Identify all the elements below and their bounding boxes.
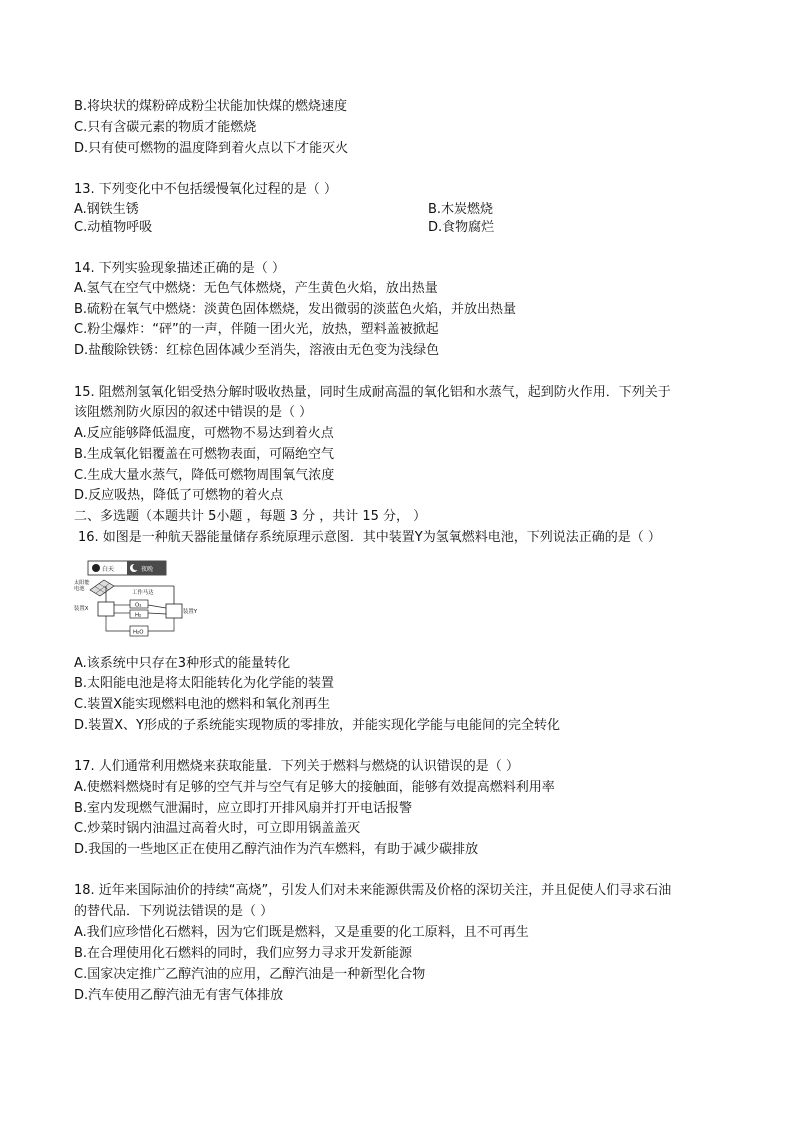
q17-option-d: D.我国的一些地区正在使用乙醇汽油作为汽车燃料，有助于减少碳排放 [74,842,479,857]
q17-option-c: C.炒菜时锅内油温过高着火时，可立即用锅盖盖灭 [74,821,361,836]
q13-option-c: C.动植物呼吸 [74,220,153,235]
device-y-box [166,604,182,618]
solar-label-2: 电池 [74,586,85,592]
q12-option-d: D.只有使可燃物的温度降到着火点以下才能灭火 [74,141,349,156]
q15-option-d: D.反应吸热，降低了可燃物的着火点 [74,488,284,503]
q14-option-a: A.氢气在空气中燃烧：无色气体燃烧，产生黄色火焰，放出热量 [74,281,438,296]
q13-stem: 13. 下列变化中不包括缓慢氧化过程的是（ ） [74,182,337,197]
day-label: 白天 [102,566,115,573]
q15-option-b: B.生成氧化铝覆盖在可燃物表面，可隔绝空气 [74,447,335,462]
q18-option-c: C.国家决定推广乙醇汽油的应用，乙醇汽油是一种新型化合物 [74,967,426,982]
q13-option-d: D.食物腐烂 [428,220,495,235]
energy-storage-diagram [74,560,198,642]
solar-panel-icon [90,580,114,596]
q18-option-d: D.汽车使用乙醇汽油无有害气体排放 [74,988,284,1003]
q13-option-a: A.钢铁生锈 [74,202,139,217]
section2-heading: 二、多选题（本题共计 5小题 ，每题 3 分 ，共计 15 分， ） [74,509,427,524]
q14-stem: 14. 下列实验现象描述正确的是（ ） [74,261,285,276]
q18-option-b: B.在合理使用化石燃料的同时，我们应努力寻求开发新能源 [74,946,413,961]
q15-option-c: C.生成大量水蒸气，降低可燃物周围氧气浓度 [74,468,335,483]
q16-option-b: B.太阳能电池是将太阳能转化为化学能的装置 [74,676,335,691]
q14-option-b: B.硫粉在氧气中燃烧：淡黄色固体燃烧，发出微弱的淡蓝色火焰，并放出热量 [74,302,517,317]
night-label: 夜晚 [141,566,154,573]
h2o-label: H₂O [133,629,144,636]
q14-option-d: D.盐酸除铁锈：红棕色固体减少至消失，溶液由无色变为浅绿色 [74,343,440,358]
q15-stem-line2: 该阻燃剂防火原因的叙述中错误的是（ ） [74,405,313,420]
h2-label: H₂ [135,612,142,619]
q16-option-d: D.装置X、Y形成的子系统能实现物质的零排放，并能实现化学能与电能间的完全转化 [74,718,560,733]
sun-icon [92,564,100,572]
q17-stem: 17. 人们通常利用燃烧来获取能量．下列关于燃料与燃烧的认识错误的是（ ） [74,759,519,774]
q18-stem-line2: 的替代品．下列说法错误的是（ ） [74,904,274,919]
q16-option-a: A.该系统中只存在3种形式的能量转化 [74,656,291,671]
q16-option-c: C.装置X能实现燃料电池的燃料和氧化剂再生 [74,697,331,712]
q18-stem-line1: 18. 近年来国际油价的持续“高烧”，引发人们对未来能源供需及价格的深切关注，并且促使人们寻求石油 [74,883,672,898]
q12-option-c: C.只有含碳元素的物质才能燃烧 [74,120,257,135]
q13-option-b: B.木炭燃烧 [428,202,494,217]
solar-label-1: 太阳能 [74,580,90,586]
device-x-box [98,602,114,616]
device-y-label: 装置Y [183,609,198,615]
q17-option-b: B.室内发现燃气泄漏时，应立即打开排风扇并打开电话报警 [74,801,413,816]
q17-option-a: A.使燃料燃烧时有足够的空气并与空气有足够大的接触面，能够有效提高燃料利用率 [74,780,555,795]
q15-option-a: A.反应能够降低温度，可燃物不易达到着火点 [74,426,334,441]
q12-option-b: B.将块状的煤粉碎成粉尘状能加快煤的燃烧速度 [74,99,348,114]
q15-stem-line1: 15. 阻燃剂氢氧化铝受热分解时吸收热量，同时生成耐高温的氧化铝和水蒸气，起到防火作用．下列关于 [74,385,671,400]
q14-option-c: C.粉尘爆炸：“砰”的一声，伴随一团火光，放热，塑料盖被掀起 [74,322,439,337]
device-x-label: 装置X [74,606,89,612]
q16-stem: 16. 如图是一种航天器能量储存系统原理示意图．其中装置Y为氢氧燃料电池，下列说法正确的是（ ） [78,530,661,545]
o2-label: O₂ [135,602,142,609]
motor-label: 工作马达 [132,590,154,596]
q18-option-a: A.我们应珍惜化石燃料，因为它们既是燃料，又是重要的化工原料，且不可再生 [74,925,529,940]
